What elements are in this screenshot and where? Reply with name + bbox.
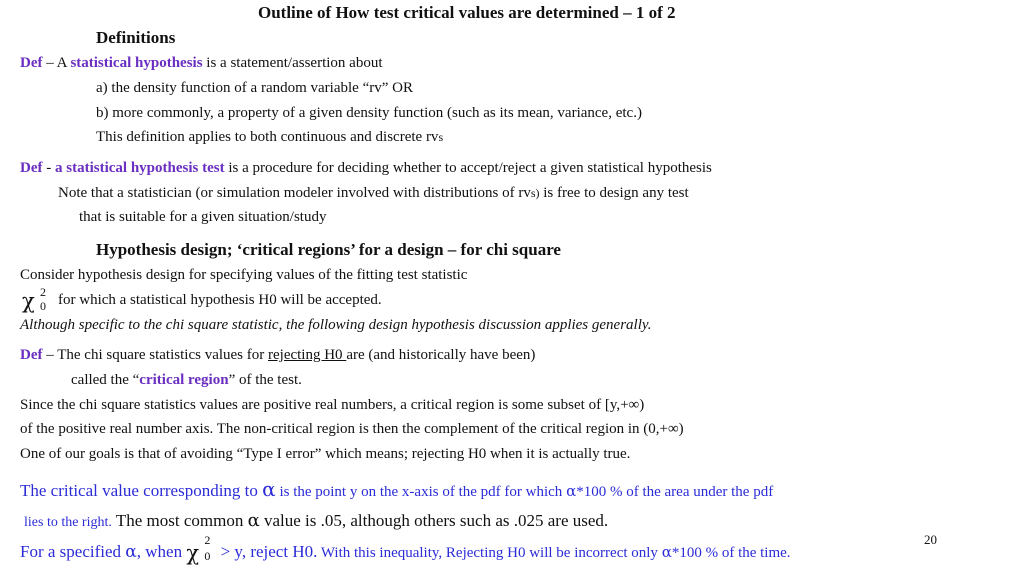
def2-note2: that is suitable for a given situation/study (79, 209, 327, 225)
chi-subscript: 0 (40, 299, 46, 313)
def3-term: critical region (139, 372, 229, 388)
critical-c: *100 % of the area under the pdf (576, 484, 774, 500)
lies-text: lies to the right. (24, 515, 112, 530)
page-number: 20 (924, 532, 937, 547)
specified-c: > y, reject H0. (216, 542, 318, 561)
def3-called-a: called the “ (71, 372, 140, 388)
design-heading: Hypothesis design; ‘critical regions’ for a design – for chi square (96, 240, 561, 259)
alpha-symbol-2: α (566, 482, 577, 500)
chi-subscript-2: 0 (204, 549, 211, 563)
def3-called (71, 371, 302, 389)
def1-applies-main: This definition applies to both continuous and discrete rv (96, 129, 439, 145)
alpha-symbol-5: α (661, 543, 672, 561)
slide-title: Outline of How test critical values are determined – 1 of 2 (258, 3, 676, 22)
def2-note-small: s) (530, 186, 540, 200)
def1-applies (96, 128, 443, 146)
chi-square-zero-symbol (22, 287, 62, 315)
def1-applies-small: s (438, 130, 444, 144)
specified-line (20, 533, 791, 565)
lies-line (24, 510, 608, 534)
def1-term: statistical hypothesis (70, 55, 203, 71)
alpha-symbol-1: α (262, 477, 276, 501)
def3-b: are (and historically have been) (346, 347, 536, 363)
critical-a: The critical value corresponding to (20, 481, 263, 500)
chi-letter-2: χ (186, 541, 200, 565)
chi-letter: χ (22, 289, 35, 313)
def1-item-b: b) more commonly, a property of a given density function (such as its mean, variance, etc.) (96, 105, 642, 121)
critical-value-line (20, 478, 773, 503)
critical-b: is the point y on the x-axis of the pdf for which (275, 484, 567, 500)
chi-square-zero-symbol-2 (186, 533, 216, 565)
common-b: value is .05, although others such as .025 are used. (259, 511, 609, 530)
consider-line: Consider hypothesis design for specifying values of the fitting test statistic (20, 267, 468, 283)
common-a: The most common (111, 511, 248, 530)
alpha-symbol-3: α (247, 510, 260, 531)
goal-line: One of our goals is that of avoiding “Type I error” which means; rejecting H0 when it is actually true. (20, 446, 631, 462)
specified-b: , when (136, 542, 187, 561)
accepted-line: for which a statistical hypothesis H0 will be accepted. (58, 292, 382, 308)
def3-label: Def (20, 347, 43, 363)
def1-label: Def (20, 55, 43, 71)
def2-dash: - (42, 160, 55, 176)
def2-line (20, 159, 712, 177)
incorrect-a: With this inequality, Rejecting H0 will be incorrect only (317, 545, 662, 561)
def2-note-a: Note that a statistician (or simulation modeler involved with distributions of rv (58, 185, 531, 201)
specified-a: For a specified (20, 542, 126, 561)
def3-underlined: rejecting H0 (268, 347, 347, 363)
def3-called-b: ” of the test. (228, 372, 302, 388)
alpha-symbol-4: α (125, 542, 137, 562)
def2-label: Def (20, 160, 43, 176)
def1-line (20, 54, 383, 72)
chi-superscript: 2 (40, 285, 46, 299)
def2-term: a statistical hypothesis test (55, 160, 225, 176)
since-line: Since the chi square statistics values are positive real numbers, a critical region is some subset of [y,+∞) (20, 397, 645, 413)
def1-rest: is a statement/assertion about (202, 55, 383, 71)
chi-superscript-2: 2 (204, 533, 211, 547)
def3-a: – The chi square statistics values for (42, 347, 268, 363)
def3-line (20, 346, 535, 364)
def2-rest: is a procedure for deciding whether to accept/reject a given statistical hypothesis (224, 160, 712, 176)
def2-note (58, 184, 689, 202)
def1-item-a: a) the density function of a random variable “rv” OR (96, 80, 413, 96)
positive-line: of the positive real number axis. The non-critical region is then the complement of the critical region in (0,+∞) (20, 421, 684, 437)
incorrect-b: *100 % of the time. (671, 545, 791, 561)
although-line: Although specific to the chi square statistic, the following design hypothesis discussion applies generally. (20, 317, 652, 333)
definitions-heading: Definitions (96, 28, 176, 47)
def1-dash: – A (42, 55, 71, 71)
def2-note-b: is free to design any test (539, 185, 689, 201)
